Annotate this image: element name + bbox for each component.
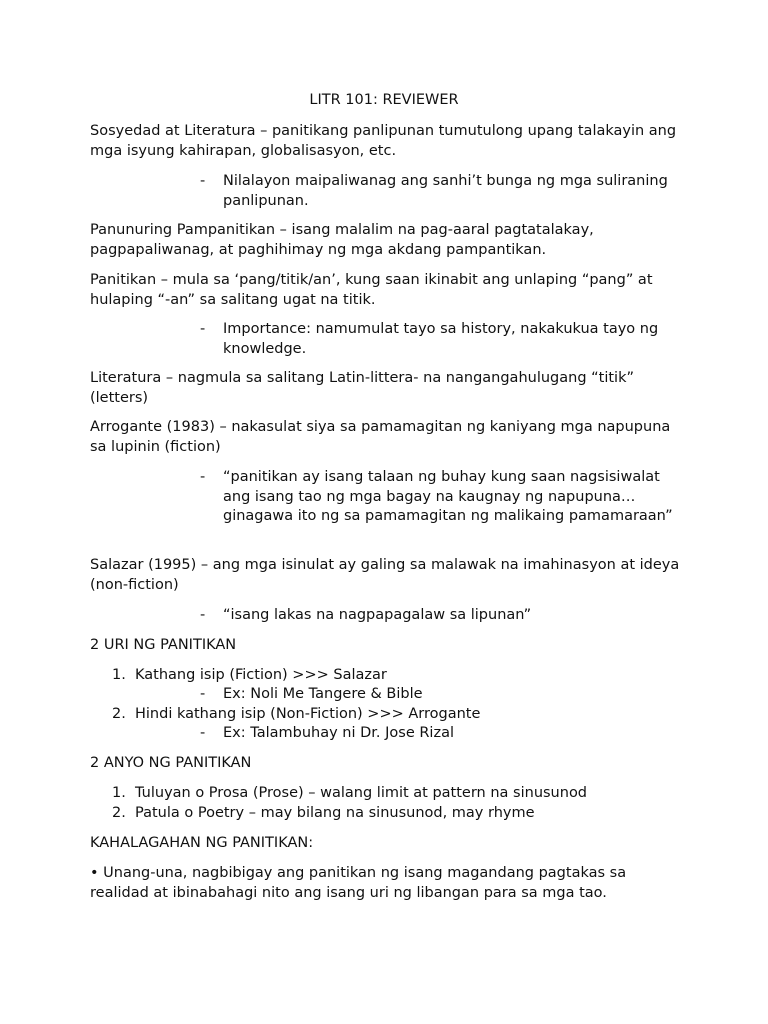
number-marker: 1.	[112, 785, 126, 801]
number-marker: 2.	[112, 706, 126, 722]
heading-anyo: 2 ANYO NG PANITIKAN	[90, 755, 252, 771]
dash-item-text: Importance: namumulat tayo sa history, nakakukua tayo ng knowledge.	[223, 321, 659, 357]
bullet-marker: •	[90, 865, 99, 881]
dash-item-text: Ex: Talambuhay ni Dr. Jose Rizal	[223, 725, 454, 741]
dash-marker: -	[200, 173, 206, 189]
dash-marker: -	[200, 725, 206, 741]
bullet-item-text: Unang-una, nagbibigay ang panitikan ng isang magandang pagtakas sa realidad at ibinabahagi nito ang isang uri ng libangan para sa mga tao.	[90, 865, 627, 901]
paragraph-literatura: Literatura – nagmula sa salitang Latin-littera- na nangangahulugang “titik” (letters)	[90, 370, 634, 406]
paragraph-salazar: Salazar (1995) – ang mga isinulat ay galing sa malawak na imahinasyon at ideya (non-fiction)	[90, 557, 680, 593]
numbered-item-text: Patula o Poetry – may bilang na sinusunod, may rhyme	[135, 805, 535, 821]
dash-marker: -	[200, 321, 206, 337]
dash-marker: -	[200, 686, 206, 702]
numbered-item-text: Tuluyan o Prosa (Prose) – walang limit at pattern na sinusunod	[135, 785, 588, 801]
bullet-item-kahalagahan-1	[90, 864, 686, 903]
dash-marker: -	[200, 469, 206, 485]
paragraph-panitikan: Panitikan – mula sa ‘pang/titik/an’, kung saan ikinabit ang unlaping “pang” at hulaping “-an” sa salitang ugat na titik.	[90, 272, 653, 308]
numbered-item-text: Hindi kathang isip (Non-Fiction) >>> Arrogante	[135, 706, 481, 722]
dash-item-text: Nilalayon maipaliwanag ang sanhi’t bunga ng mga suliraning panlipunan.	[223, 173, 668, 209]
paragraph-sosyedad: Sosyedad at Literatura – panitikang panlipunan tumutulong upang talakayin ang mga isyung kahirapan, globalisasyon, etc.	[90, 123, 677, 159]
number-marker: 1.	[112, 667, 126, 683]
number-marker: 2.	[112, 805, 126, 821]
paragraph-arrogante: Arrogante (1983) – nakasulat siya sa pamamagitan ng kaniyang mga napupuna sa lupinin (fiction)	[90, 419, 671, 455]
paragraph-panunuring: Panunuring Pampanitikan – isang malalim na pag-aaral pagtatalakay, pagpapaliwanag, at paghihimay ng mga akdang pampantikan.	[90, 222, 594, 258]
heading-uri: 2 URI NG PANITIKAN	[90, 637, 237, 653]
dash-item-text: “isang lakas na nagpapagalaw sa lipunan”	[223, 607, 532, 623]
dash-marker: -	[200, 607, 206, 623]
numbered-item-text: Kathang isip (Fiction) >>> Salazar	[135, 667, 387, 683]
dash-item-text: Ex: Noli Me Tangere & Bible	[223, 686, 423, 702]
heading-kahalagahan: KAHALAGAHAN NG PANITIKAN:	[90, 835, 314, 851]
dash-item-text: “panitikan ay isang talaan ng buhay kung saan nagsisiwalat ang isang tao ng mga bagay na kaugnay ng napupuna… ginagawa ito ng sa pamamagitan ng malikaing pamamaraan”	[223, 469, 673, 525]
document-title: LITR 101: REVIEWER	[309, 92, 459, 108]
